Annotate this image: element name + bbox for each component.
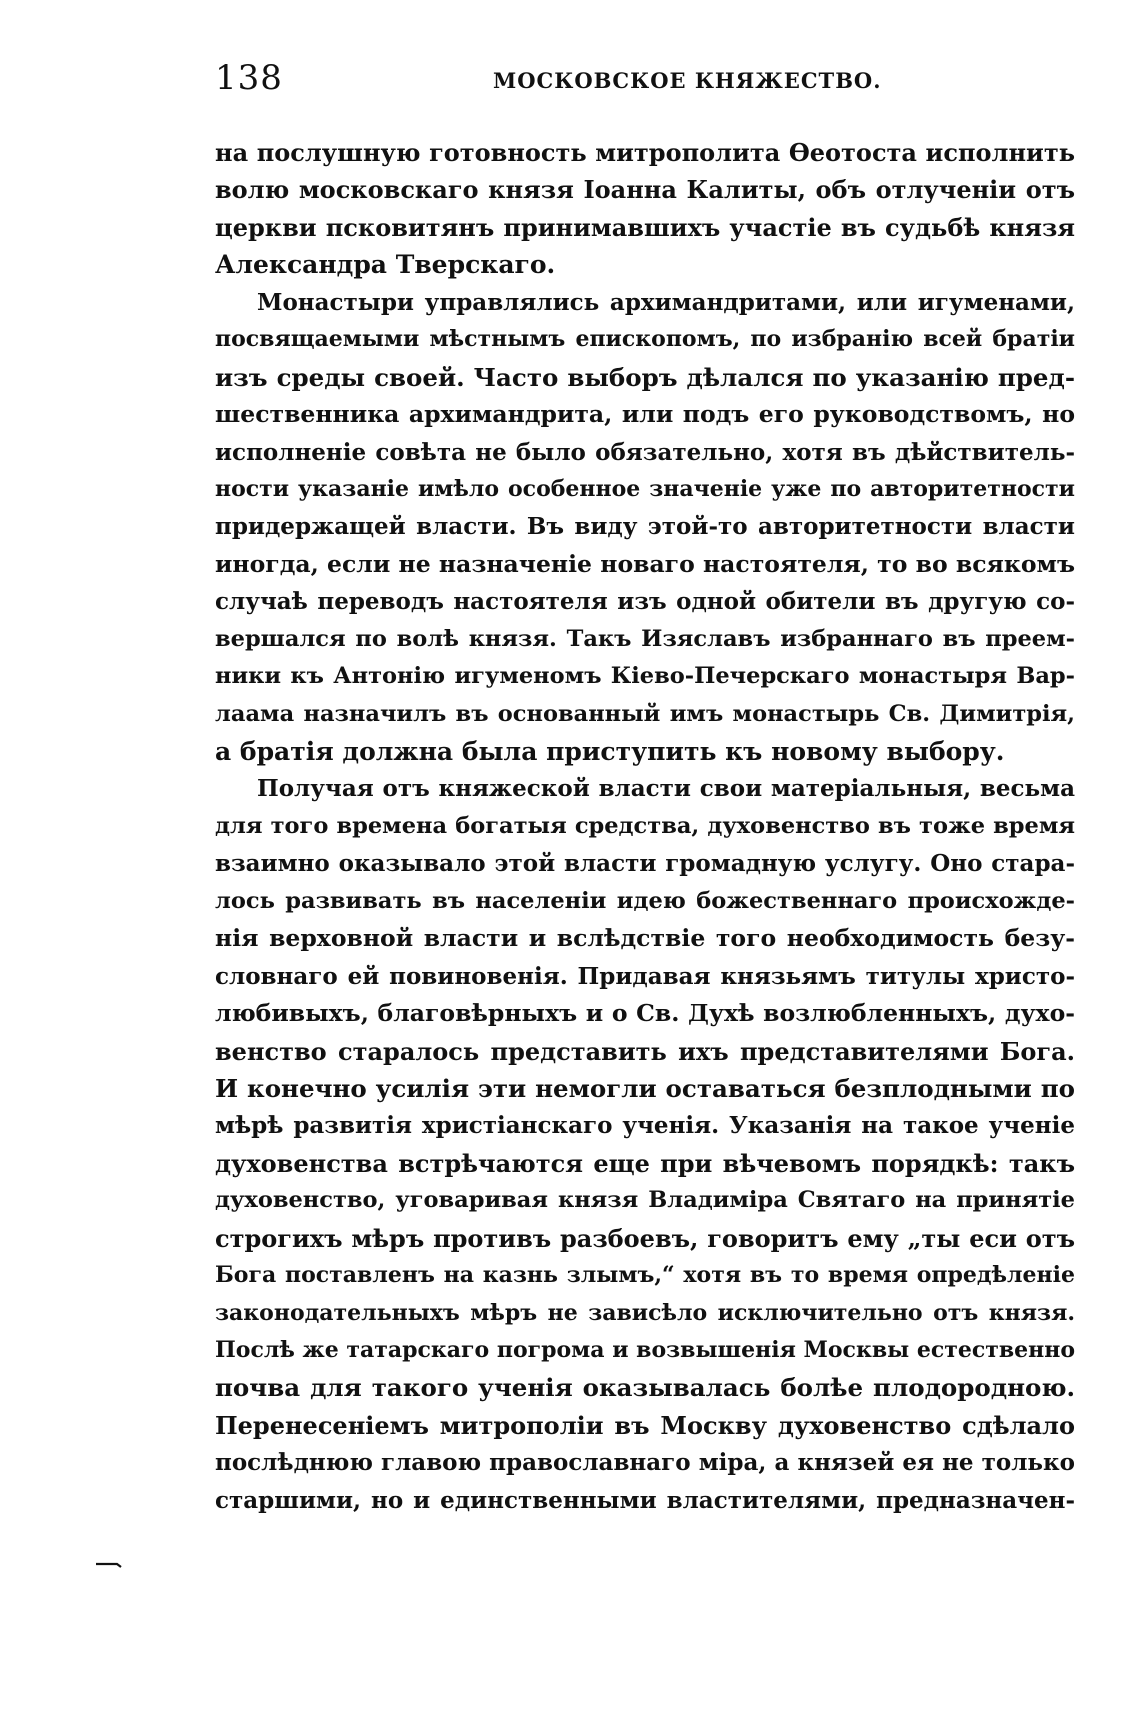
- text-line: послѣднюю главою православнаго міра, а князей ея не только: [215, 1449, 1075, 1477]
- text-line: нія верховной власти и вслѣдствіе того необходимость безу-: [215, 924, 1075, 953]
- text-line: изъ среды своей. Часто выборъ дѣлался по указанію пред-: [215, 362, 1075, 392]
- text-line: исполненіе совѣта не было обязательно, хотя въ дѣйствитель-: [215, 438, 1075, 466]
- text-line: мѣрѣ развитія христіанскаго ученія. Указанія на такое ученіе: [215, 1112, 1075, 1140]
- text-line: для того времена богатыя средства, духовенство въ тоже время: [215, 812, 1075, 839]
- text-line: лаама назначилъ въ основанный имъ монастырь Св. Димитрія,: [215, 700, 1075, 727]
- text-line: посвящаемыми мѣстнымъ епископомъ, по избранію всей братіи: [215, 326, 1075, 353]
- page-number: 138: [215, 58, 283, 98]
- text-line: случаѣ переводъ настоятеля изъ одной обители въ другую со-: [215, 588, 1075, 616]
- text-line: духовенства встрѣчаются еще при вѣчевомъ порядкѣ: такъ: [215, 1148, 1075, 1178]
- text-line: а братія должна была приступить къ новому выбору.: [215, 737, 1005, 766]
- text-line: законодательныхъ мѣръ не зависѣло исключительно отъ князя.: [215, 1299, 1075, 1326]
- margin-mark: [95, 1562, 123, 1568]
- running-title: МОСКОВСКОЕ КНЯЖЕСТВО.: [493, 68, 882, 93]
- text-line: строгихъ мѣръ противъ разбоевъ, говоритъ ему „ты еси отъ: [215, 1223, 1075, 1253]
- text-line: придержащей власти. Въ виду этой-то авторитетности власти: [215, 513, 1075, 541]
- text-line: И конечно усилія эти немогли оставаться безплодными по: [215, 1073, 1075, 1103]
- text-line: Получая отъ княжеской власти свои матеріальныя, весьма: [257, 775, 1075, 803]
- text-line: старшими, но и единственными властителями, предназначен-: [215, 1486, 1075, 1514]
- text-line: ности указаніе имѣло особенное значеніе уже по авторитетности: [215, 475, 1075, 502]
- text-line: Послѣ же татарскаго погрома и возвышенія Москвы естественно: [215, 1337, 1076, 1363]
- text-line: Александра Тверскаго.: [215, 250, 556, 280]
- text-line: взаимно оказывало этой власти громадную услугу. Оно стара-: [215, 850, 1075, 878]
- text-line: на послушную готовность митрополита Ѳеотоста исполнить: [215, 138, 1075, 167]
- text-line: словнаго ей повиновенія. Придавая князьямъ титулы христо-: [215, 962, 1075, 990]
- text-line: духовенство, уговаривая князя Владиміра Святаго на принятіе: [215, 1187, 1075, 1214]
- text-line: вершался по волѣ князя. Такъ Изяславъ избраннаго въ преем-: [215, 625, 1075, 652]
- text-line: лось развивать въ населеніи идею божественнаго происхожде-: [215, 887, 1075, 914]
- text-line: волю московскаго князя Іоанна Калиты, объ отлученіи отъ: [215, 175, 1075, 205]
- text-line: шественника архимандрита, или подъ его руководствомъ, но: [215, 400, 1075, 429]
- text-line: ники къ Антонію игуменомъ Кіево-Печерскаго монастыря Вар-: [215, 663, 1075, 690]
- body-text: [215, 134, 1075, 1519]
- text-line: венство старалось представить ихъ представителями Бога.: [215, 1036, 1075, 1066]
- text-line: иногда, если не назначеніе новаго настоятеля, то во всякомъ: [215, 549, 1075, 578]
- text-line: церкви псковитянъ принимавшихъ участіе въ судьбѣ князя: [215, 212, 1075, 242]
- text-line: почва для такого ученія оказывалась болѣе плодородною.: [215, 1373, 1075, 1403]
- running-head: [215, 58, 1075, 108]
- text-line: Бога поставленъ на казнь злымъ,“ хотя въ то время опредѣленіе: [215, 1262, 1075, 1289]
- text-line: любивыхъ, благовѣрныхъ и о Св. Духѣ возлюбленныхъ, духо-: [215, 999, 1075, 1028]
- text-line: Перенесеніемъ митрополіи въ Москву духовенство сдѣлало: [215, 1410, 1075, 1440]
- text-line: Монастыри управлялись архимандритами, или игуменами,: [257, 288, 1075, 316]
